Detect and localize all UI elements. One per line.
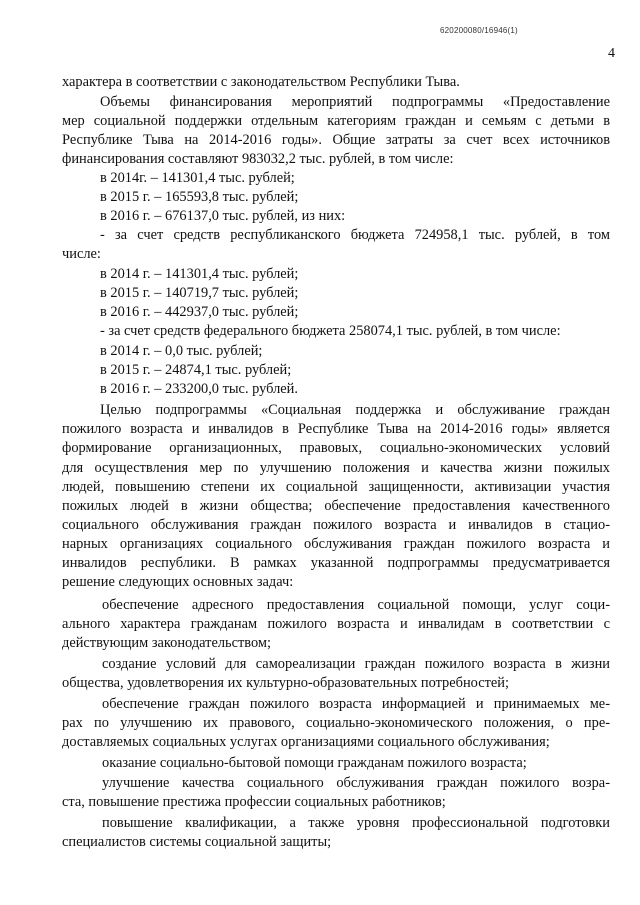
text-line: формирование организационных, правовых, социально-экономических условий — [62, 440, 610, 456]
text-line: нарных организациях социального обслуживания граждан пожилого возраста и — [62, 536, 610, 552]
text-line: Республике Тыва на 2014-2016 годы». Общие затраты за счет всех источников — [62, 132, 610, 148]
text-line: финансирования составляют 983032,2 тыс. рублей, в том числе: — [62, 151, 454, 167]
text-line: специалистов системы социальной защиты; — [62, 834, 332, 850]
text-line: мер социальной поддержки отдельным категориям граждан и семьям с детьми в — [62, 113, 610, 129]
text-line: ального характера гражданам пожилого возраста и инвалидам в соответствии с — [62, 616, 610, 632]
text-line: обеспечение адресного предоставления социальной помощи, услуг соци- — [102, 597, 610, 613]
text-line: социального обслуживания граждан пожилого возраста и инвалидов в стацио- — [62, 517, 610, 533]
text-line: в 2016 г. – 442937,0 тыс. рублей; — [100, 304, 299, 320]
text-line: пожилых людей в жизни общества; обеспечение предоставления качественного — [62, 498, 610, 514]
text-line: ста, повышение престижа профессии социальных работников; — [62, 794, 446, 810]
text-line: улучшение качества социального обслуживания граждан пожилого возра- — [102, 775, 610, 791]
text-line: решение следующих основных задач: — [62, 574, 294, 590]
text-line: рах по улучшению их правового, социально-экономического положения, о пре- — [62, 715, 610, 731]
page-number: 4 — [608, 46, 615, 61]
text-line: в 2014 г. – 141301,4 тыс. рублей; — [100, 266, 299, 282]
text-line: в 2015 г. – 24874,1 тыс. рублей; — [100, 362, 292, 378]
text-line: оказание социально-бытовой помощи гражданам пожилого возраста; — [102, 755, 527, 771]
text-line: характера в соответствии с законодательством Республики Тыва. — [62, 74, 460, 90]
text-line: в 2016 г. – 233200,0 тыс. рублей. — [100, 381, 298, 397]
text-line: для осуществления мер по улучшению положения и качества жизни пожилых — [62, 460, 610, 476]
text-line: людей, повышению степени их социальной защищенности, активизации участия — [62, 479, 610, 495]
text-line: пожилого возраста и инвалидов в Республике Тыва на 2014-2016 годы» является — [62, 421, 610, 437]
text-line: обеспечение граждан пожилого возраста информацией и принимаемых ме- — [102, 696, 610, 712]
text-line: создание условий для самореализации граждан пожилого возраста в жизни — [102, 656, 610, 672]
text-line: - за счет средств республиканского бюджета 724958,1 тыс. рублей, в том — [100, 227, 610, 243]
text-line: повышение квалификации, а также уровня профессиональной подготовки — [102, 815, 610, 831]
text-line: числе: — [62, 246, 101, 262]
text-line: в 2014 г. – 0,0 тыс. рублей; — [100, 343, 263, 359]
text-line: в 2015 г. – 140719,7 тыс. рублей; — [100, 285, 299, 301]
text-line: общества, удовлетворения их культурно-образовательных потребностей; — [62, 675, 509, 691]
text-line: инвалидов республики. В рамках указанной подпрограммы предусматривается — [62, 555, 610, 571]
text-line: в 2015 г. – 165593,8 тыс. рублей; — [100, 189, 299, 205]
text-line: доставляемых социальных услугах организациями социального обслуживания; — [62, 734, 550, 750]
text-line: в 2016 г. – 676137,0 тыс. рублей, из них: — [100, 208, 346, 224]
document-registration-number: 620200080/16946(1) — [440, 26, 518, 35]
text-line: - за счет средств федерального бюджета 258074,1 тыс. рублей, в том числе: — [100, 323, 561, 339]
text-line: Объемы финансирования мероприятий подпрограммы «Предоставление — [100, 94, 610, 110]
text-line: действующим законодательством; — [62, 635, 271, 651]
text-line: в 2014г. – 141301,4 тыс. рублей; — [100, 170, 295, 186]
text-line: Целью подпрограммы «Социальная поддержка и обслуживание граждан — [100, 402, 610, 418]
